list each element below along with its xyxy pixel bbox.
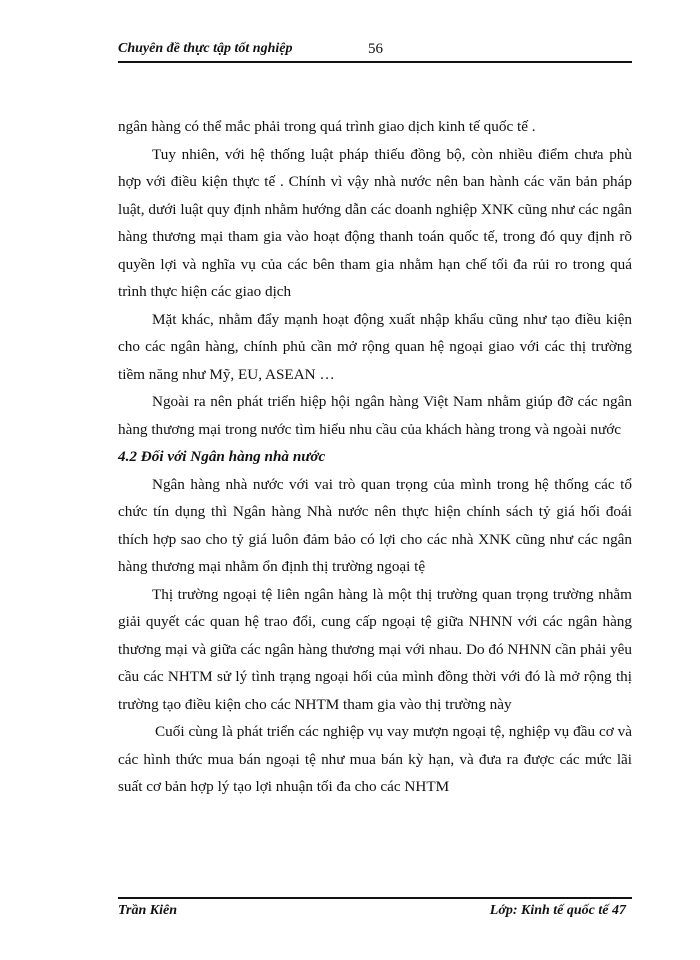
page-footer bbox=[118, 903, 632, 923]
footer-rule bbox=[118, 897, 632, 899]
paragraph-legal-system: Tuy nhiên, với hệ thống luật pháp thiếu đồng bộ, còn nhiều điểm chưa phù hợp với điều kiện thực tế . Chính vì vậy nhà nước nên ban hành các văn bản pháp luật, dưới luật quy định nhằm hướng dẫn các doanh nghiệp XNK cũng như các ngân hàng thương mại tham gia vào hoạt động thanh toán quốc tế, trong đó quy định rõ quyền lợi và nghĩa vụ của các bên tham gia nhằm hạn chế tối đa rủi ro trong quá trình thực hiện các giao dịch bbox=[118, 145, 632, 300]
paragraph-interbank-market: Thị trường ngoại tệ liên ngân hàng là một thị trường quan trọng trường nhằm giải quyết các quan hệ trao đổi, cung cấp ngoại tệ giữa NHNN với các ngân hàng thương mại và giữa các ngân hàng thương mại với nhau. Do đó NHNN cần phải yêu cầu các NHTM sử lý tình trạng ngoại hối của mình đồng thời với đó là mở rộng thị trường tạo điều kiện cho các NHTM tham gia vào thị trường này bbox=[118, 585, 632, 713]
page-body bbox=[118, 113, 632, 801]
paragraph-foreign-relations: Mặt khác, nhằm đẩy mạnh hoạt động xuất nhập khẩu cũng như tạo điều kiện cho các ngân hàng, chính phủ cần mở rộng quan hệ ngoại giao với các thị trường tiềm năng như Mỹ, EU, ASEAN … bbox=[118, 310, 632, 383]
paragraph-continued: ngân hàng có thể mắc phải trong quá trình giao dịch kinh tế quốc tế . bbox=[118, 118, 536, 135]
paragraph-conclusion: Cuối cùng là phát triển các nghiệp vụ vay mượn ngoại tệ, nghiệp vụ đầu cơ và các hình thức mua bán ngoại tệ như mua bán kỳ hạn, và đưa ra được các mức lãi suất cơ bản hợp lý tạo lợi nhuận tối đa cho các NHTM bbox=[118, 723, 632, 795]
paragraph-state-bank: Ngân hàng nhà nước với vai trò quan trọng của mình trong hệ thống các tổ chức tín dụng thì Ngân hàng Nhà nước nên thực hiện chính sách tỷ giá hối đoái thích hợp sao cho tỷ giá luôn đảm bảo có lợi cho các nhà XNK cũng như các ngân hàng thương mại nhằm ổn định thị trường ngoại tệ bbox=[118, 475, 632, 575]
page-number: 56 bbox=[368, 41, 383, 57]
header-title: Chuyên đề thực tập tốt nghiệp bbox=[118, 41, 293, 56]
footer-class: Lớp: Kinh tế quốc tế 47 bbox=[489, 903, 626, 918]
paragraph-bank-association: Ngoài ra nên phát triển hiệp hội ngân hàng Việt Nam nhằm giúp đỡ các ngân hàng thương mại trong nước tìm hiểu nhu cầu của khách hàng trong và ngoài nước bbox=[118, 393, 632, 438]
footer-author: Trần Kiên bbox=[118, 903, 177, 918]
page-header bbox=[118, 41, 632, 61]
header-rule bbox=[118, 61, 632, 63]
section-heading: 4.2 Đối với Ngân hàng nhà nước bbox=[118, 448, 326, 465]
